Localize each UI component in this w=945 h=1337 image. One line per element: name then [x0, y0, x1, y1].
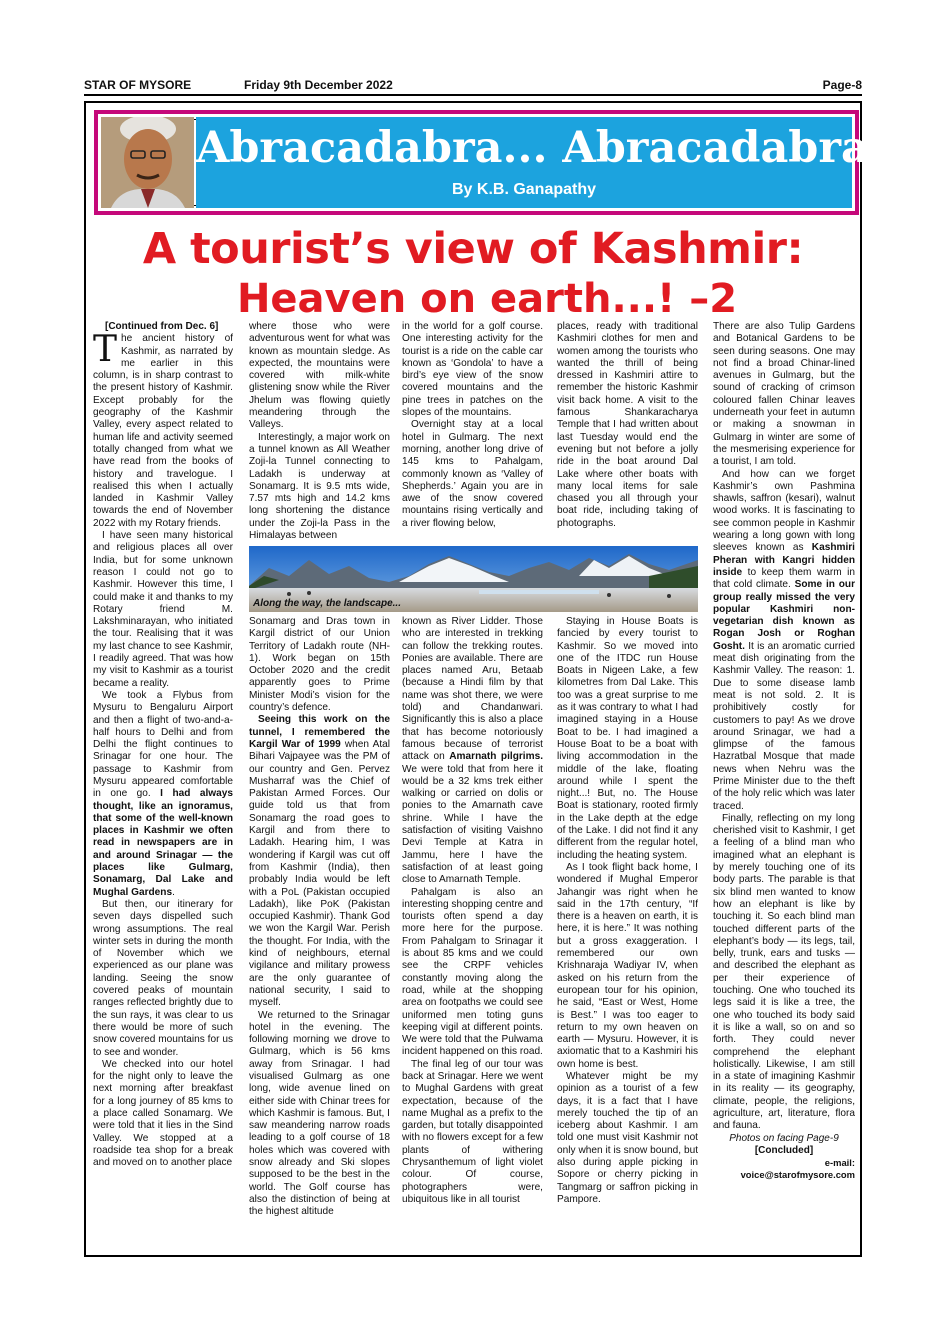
paragraph: places, ready with traditional Kashmiri clothes for men and women among the tourists who wanted the thrill of being dressed in Kashmiri attire to remember the historic Kashmir visit back home. A visit to the famous Shankaracharya Temple that I had written about last Tuesday would end the evening but not before a jolly ride in the boat around Dal Lake where other boats with many local items for sale chased you all through your boat ride, including taking of photographs.	[557, 321, 698, 529]
paragraph: We checked into our hotel for the night only to leave the next morning after breakfast for a long journey of 85 kms to a place called Sonamarg. We were told that it lies in the Sind Valley. We stopped at a roadside tea shop for a break and moved on to another place	[93, 1058, 233, 1169]
paragraph: But then, our itinerary for seven days dispelled such wrong assumptions. The real winter sets in during the month of November which we experienced as our plane was landing. Seeing the snow covered peaks of mountain ranges reflected brightly due to the sun rays, it was clear to us there would be more of such snow covered mountains for us to see and wonder.	[93, 898, 233, 1058]
paragraph: Interestingly, a major work on a tunnel known as All Weather Zoji-la Tunnel connecting to Ladakh is underway at Sonamarg. It is 9.5 mts wide, 7.57 mts high and 14.2 kms long shortening the distance under the Zoji-la Pass in the Himalayas between	[249, 431, 390, 542]
article-column-4-top	[557, 321, 698, 545]
paragraph: We took a Flybus from Mysuru to Bengaluru Airport and then a flight of two-and-a-half hours to Delhi and from Delhi the flight continues to Srinagar for one hour. The passage to Kashmir from Mysuru appeared comfortable in one go. I had always thought, like an ignoramus, that some of the well-known places in Kashmir we often read in newspapers are in and around Srinagar — the places like Gulmarg, Sonamarg, Dal Lake and Mughal Gardens.	[93, 689, 233, 898]
article-column-4-bottom	[557, 616, 698, 1249]
author-photo	[101, 117, 194, 208]
folio-line	[84, 78, 862, 94]
column-title: Abracadabra... Abracadabra...	[196, 123, 914, 173]
paper-name: STAR OF MYSORE	[84, 78, 192, 92]
byline: By K.B. Ganapathy	[451, 181, 597, 198]
issue-date: Friday 9th December 2022	[244, 78, 393, 92]
paragraph: Staying in House Boats is fancied by every tourist to Kashmir. So we moved into one of the ITDC run House Boats in Nigeen Lake, a few kilometres from Dal Lake. This too was a great surprise to me as it was contrary to what I had imagined staying in a House Boat to be. I had imagined a House Boat to be a boat with living accommodation in the middle of the lake, floating around while I spent the night...! But, no. The House Boat is stationary, rooted firmly in the Lake depth at the edge of the Lake. I did not find it any different from the regular hotel, including the heating system.	[557, 616, 698, 861]
paragraph: Sonamarg and Dras town in Kargil district of our Union Territory of Ladakh route (NH-1). Work began on 15th October 2020 and the credit apparently goes to Prime Minister Modi’s vision for the country’s defence.	[249, 616, 390, 714]
paragraph: I have seen many historical and religious places all over India, but for some unknown reason I could not go to Kashmir. However this time, I could make it and thanks to my Rotary friend M. Lakshminarayan, who initiated the tour. Realising that it was my last chance to see Kashmir, I readily agreed. That was how my visit to Kashmir as a tourist became a reality.	[93, 530, 233, 689]
concluded-note: [Concluded]	[754, 1144, 814, 1156]
article-column-2-top	[249, 321, 390, 545]
article-column-3-top	[402, 321, 543, 545]
photo-caption: Along the way, the landscape...	[253, 598, 401, 609]
paragraph: Finally, reflecting on my long cherished visit to Kashmir, I get a feeling of a blind man who imagined what an elephant is by merely touching one of its body parts. The parable is that six blind men wanted to know how an elephant is like by touching it. So each blind man touched different parts of the elephant’s body — its legs, tail, belly, trunk, ears and tusks — and described the elephant as per their experience of touching. One who touched its legs said it is like a tree, the one who touched its body said it is like a wall, so on and so forth. They could never comprehend the elephant holistically. Likewise, I am still in a state of imagining Kashmir in its reality — its geography, climate, people, the religions, agriculture, art, literature, flora and fauna.	[713, 812, 855, 1132]
paragraph: The ancient history of Kashmir, as narrated by me earlier in this column, is in sharp contrast to the present history of Kashmir. Except probably for the geography of the Kashmir Valley, every aspect related to human life and activity seemed totally changed from what we have read from the books of history and travelogue. I realised this when I actually landed in Kashmir Valley towards the end of November 2022 with my Rotary friends.	[93, 329, 233, 529]
paragraph: There are also Tulip Gardens and Botanical Gardens to be seen during seasons. One may not find a broad Chinar-lined avenues in Gulmarg, but the sound of cracking of crimson coloured fallen Chinar leaves underneath your feet in autumn or making a snowman in Gulmarg in winter are some of the mesmerising experience for a tourist, I am told.	[713, 321, 855, 468]
drop-cap: T	[93, 329, 118, 371]
continued-note: [Continued from Dec. 6]	[105, 321, 219, 332]
email-address: voice@starofmysore.com	[740, 1169, 855, 1181]
paragraph: Pahalgam is also an interesting shopping centre and tourists often spend a day more here for the purpose. From Pahalgam to Srinagar it is about 85 kms and we could see the CRPF vehicles constantly moving along the road, while at the shopping area on footpaths we could see uniformed men toting guns keeping vigil at different points. We were told that the Pulwama incident happened on this road.	[402, 886, 543, 1058]
column-title-box	[196, 117, 914, 208]
author-portrait-icon	[101, 117, 194, 208]
paragraph: Seeing this work on the tunnel, I remembered the Kargil War of 1999 when Atal Bihari Vajpayee was the PM of our country and Gen. Pervez Musharraf was the Chief of Pakistan Armed Forces. Our guide told us that from Sonamarg the road goes to Kargil and from there to Ladakh. Hearing him, I was wondering if Kargil was cut off from Kashmir (India), then probably India would be left with a PoL (Pakistan occupied Ladakh), like PoK (Pakistan occupied Kashmir). Thank God we won the Kargil War. Perish the thought. For India, with the kind of neighbours, eternal vigilance and military prowess are the only guarantee of national security, I said to myself.	[249, 714, 390, 1009]
article-column-5	[713, 321, 855, 1249]
paragraph: in the world for a golf course. One interesting activity for the tourist is a ride on the cable car known as ‘Gondola’ to have a bird’s eye view of the snow covered mountains and the pine trees in patches on the slopes of the mountains.	[402, 321, 543, 419]
paragraph: Whatever might be my opinion as a tourist of a few days, it is a fact that I have merely touched the tip of an iceberg about Kashmir. I am told one must visit Kashmir not only when it is snow bound, but also during apple picking in Sopore or cherry picking in Tangmarg or saffron picking in Pampore.	[557, 1070, 698, 1205]
paragraph: And how can we forget Kashmir’s own Pashmina shawls, saffron (kesari), walnut wood works. It is fascinating to see common people in Kashmir wearing a long gown with long sleeves known as Kashmiri Pheran with Kangri hidden inside to keep them warm in that cold climate. Some in our group really missed the very popular Kashmiri non-vegetarian dish known as Rogan Josh or Roghan Gosht. It is an aromatic curried meat dish originating from the Kashmir Valley. The reason: 1. Due to some disease lamb meat is not sold. 2. It is prohibitively costly for customers to pay! As we drove around Srinagar, we had a glimpse of the famous Hazratbal Mosque that made news when Nehru was the Prime Minister due to the theft of the holy relic which was later traced.	[713, 468, 855, 812]
article-column-2-bottom	[249, 616, 390, 1249]
paragraph: known as River Lidder. Those who are interested in trekking can follow the trekking routes. Ponies are available. There are places named Aru, Betaab (because a Hindi film by that name was shot there, we were told) and Chandanwari. Significantly this is also a place that has become notoriously famous because of terrorist attack on Amarnath pilgrims. We were told that from here it would be a 32 kms trek either walking or carried on dolis or ponies to the Amarnath cave shrine. While I have the satisfaction of visiting Vaishno Devi Temple at Katra in Jammu, here I have the satisfaction of at least going close to Amarnath Temple.	[402, 616, 543, 886]
paragraph: where those who were adventurous went for what was known as mountain sledge. As expected, the mountains were covered with milk-white glistening snow while the River Jhelum was flowing quietly meandering through the Valleys.	[249, 321, 390, 431]
page-number: Page-8	[822, 78, 862, 92]
paragraph: We returned to the Srinagar hotel in the evening. The following morning we drove to Gulmarg, which is 56 kms away from Srinagar. I had visualised Gulmarg as one long, wide avenue lined on either side with Chinar trees for which Kashmir is famous. But, I saw meandering narrow roads leading to a golf course of 18 holes which was covered with snow already and Ski slopes supposed to be the best in the world. The Golf course has also the distinction of being at the highest altitude	[249, 1009, 390, 1218]
author-email	[713, 1157, 855, 1182]
article-column-3-bottom	[402, 616, 543, 1249]
paragraph: As I took flight back home, I wondered if Mughal Emperor Jahangir was right when he said in the 17th century, “If there is a heaven on earth, it is here, it is here.” It was nothing but a gross exaggeration. I remembered our own Krishnaraja Wadiyar IV, when asked on his return from the european tour for his opinion, he said, “East or West, Home is Best.” I was too eager to return to my own heaven on earth — Mysuru. However, it is axiomatic that to a Kashmiri his own home is best.	[557, 861, 698, 1070]
paragraph: The final leg of our tour was back at Srinagar. Here we went to Mughal Gardens with great expectation, because of the name Mughal as a prefix to the garden, but totally disappointed with no flowers except for a few plants of withering Chrysanthemum of light violet colour. Of course, photographers were, ubiquitous like in all tourist	[402, 1058, 543, 1205]
paragraph: Overnight stay at a local hotel in Gulmarg. The next morning, another long drive of 145 kms to Pahalgam, commonly known as ‘Valley of Shepherds.’ Again you are in awe of the snow covered mountains rising vertically and a river flowing below,	[402, 419, 543, 529]
folio-rule	[84, 94, 862, 96]
article-column-1	[93, 321, 233, 1249]
photos-note: Photos on facing Page-9	[729, 1132, 839, 1144]
headline-sub: Heaven on earth...! –2	[236, 276, 738, 322]
headline-main: A tourist’s view of Kashmir:	[142, 224, 804, 274]
email-label: e-mail:	[824, 1157, 855, 1169]
